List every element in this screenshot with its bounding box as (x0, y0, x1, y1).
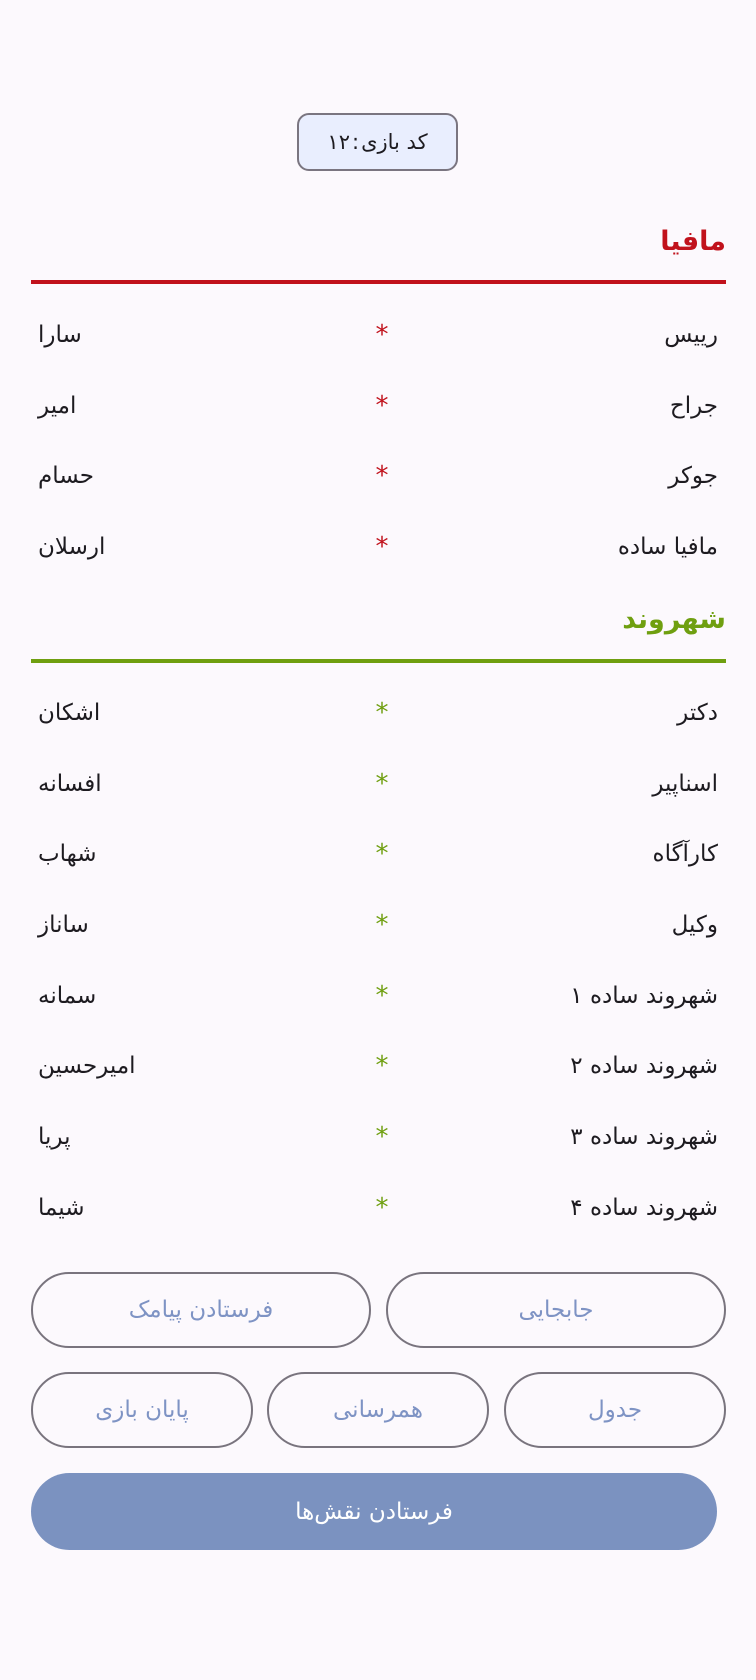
star-icon: * (375, 698, 389, 728)
citizen-row (38, 834, 718, 874)
citizen-divider (31, 659, 726, 663)
role-name: کارآگاه (652, 841, 718, 867)
player-name: ساناز (38, 912, 89, 938)
star-icon: * (375, 1051, 389, 1081)
citizen-row (38, 1117, 718, 1157)
role-name: جراح (669, 393, 718, 419)
end-game-button[interactable]: پایان بازی (31, 1372, 253, 1448)
mafia-divider (31, 280, 726, 284)
role-name: رییس (664, 322, 718, 348)
star-icon: * (375, 769, 389, 799)
star-icon: * (375, 910, 389, 940)
role-name: اسناپیر (652, 771, 718, 797)
citizen-row (38, 1188, 718, 1228)
role-name: مافیا ساده (617, 534, 718, 560)
role-name: شهروند ساده ۴ (570, 1195, 718, 1221)
player-name: امیرحسین (38, 1053, 136, 1079)
star-icon: * (375, 461, 389, 491)
citizen-row (38, 693, 718, 733)
mafia-row (38, 456, 718, 496)
star-icon: * (375, 839, 389, 869)
role-name: شهروند ساده ۱ (570, 983, 718, 1009)
mafia-section-title: مافیا (660, 226, 726, 257)
role-name: شهروند ساده ۲ (570, 1053, 718, 1079)
mafia-row (38, 386, 718, 426)
citizen-section-title: شهروند (622, 604, 726, 635)
player-name: امیر (38, 393, 77, 419)
game-code-value: ۱۲ (327, 130, 350, 154)
player-name: شهاب (38, 841, 97, 867)
citizen-row (38, 1046, 718, 1086)
game-code-label: کد بازی (361, 130, 428, 154)
player-name: اشکان (38, 700, 101, 726)
star-icon: * (375, 320, 389, 350)
mafia-row (38, 315, 718, 355)
role-name: وکیل (671, 912, 718, 938)
citizen-row (38, 976, 718, 1016)
star-icon: * (375, 1193, 389, 1223)
role-name: شهروند ساده ۳ (570, 1124, 718, 1150)
sync-button[interactable]: همرسانی (267, 1372, 489, 1448)
player-name: سمانه (38, 983, 97, 1009)
mafia-row (38, 527, 718, 567)
star-icon: * (375, 532, 389, 562)
player-name: افسانه (38, 771, 102, 797)
role-name: دکتر (677, 700, 718, 726)
player-name: ارسلان (38, 534, 106, 560)
table-button[interactable]: جدول (504, 1372, 726, 1448)
player-name: پریا (38, 1124, 71, 1150)
send-roles-button[interactable]: فرستادن نقش‌ها (31, 1473, 717, 1550)
game-code-badge: کد بازی : ۱۲ (297, 113, 458, 171)
star-icon: * (375, 1122, 389, 1152)
citizen-row (38, 905, 718, 945)
send-sms-button[interactable]: فرستادن پیامک (31, 1272, 371, 1348)
star-icon: * (375, 391, 389, 421)
star-icon: * (375, 981, 389, 1011)
player-name: شیما (38, 1195, 85, 1221)
citizen-row (38, 764, 718, 804)
player-name: حسام (38, 463, 94, 489)
role-name: جوکر (668, 463, 718, 489)
move-button[interactable]: جابجایی (386, 1272, 726, 1348)
player-name: سارا (38, 322, 82, 348)
